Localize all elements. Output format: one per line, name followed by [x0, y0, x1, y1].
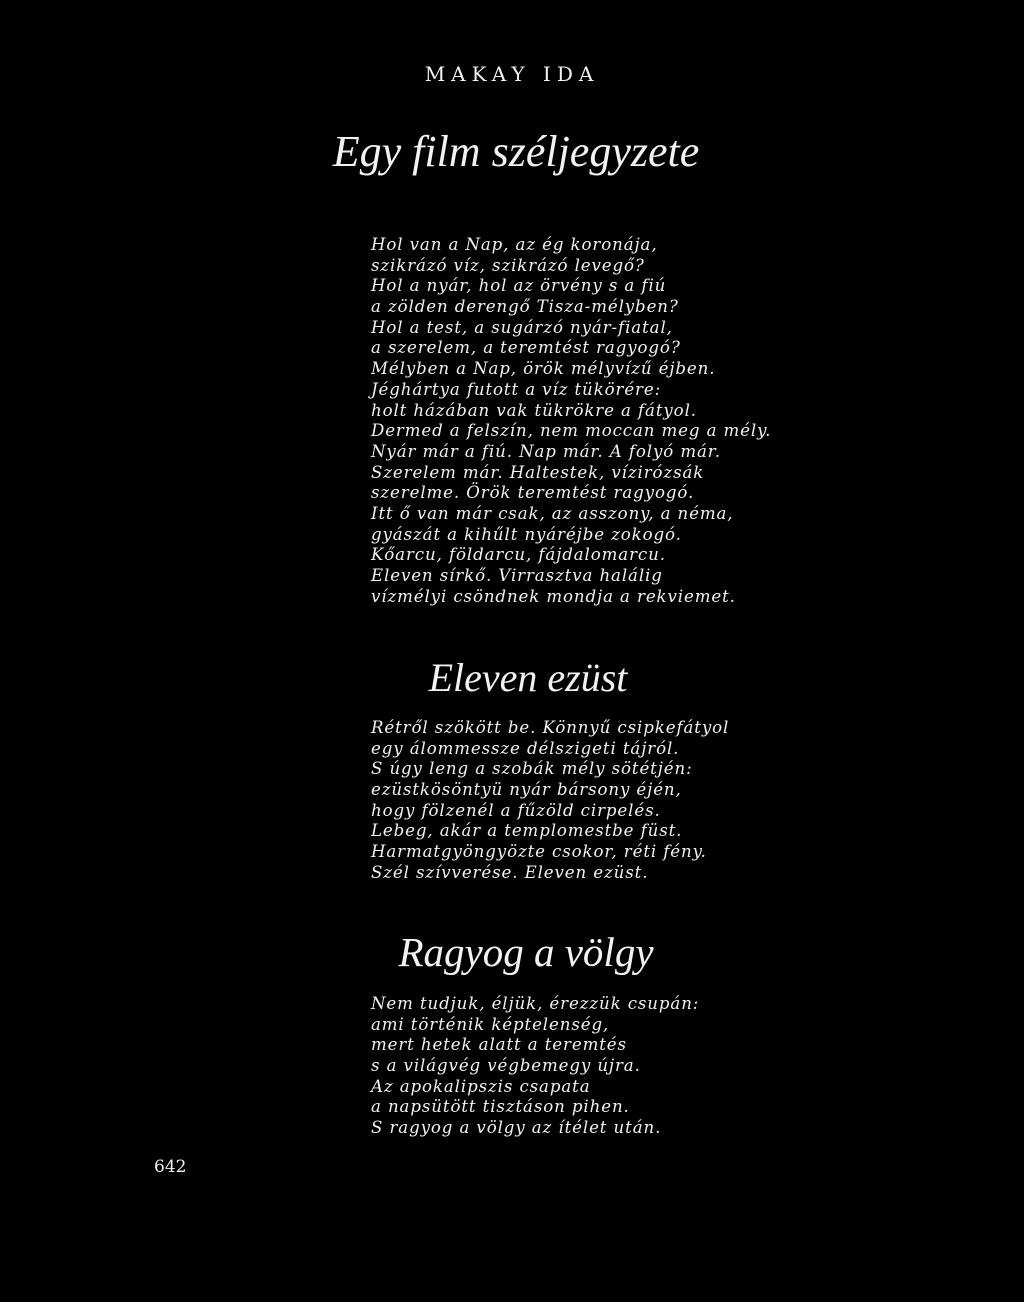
- poem-line: Kőarcu, földarcu, fájdalomarcu.: [371, 545, 666, 565]
- poem-line: Itt ő van már csak, az asszony, a néma,: [371, 503, 734, 523]
- poem-line: szikrázó víz, szikrázó levegő?: [371, 255, 645, 275]
- poem-line: egy álommessze délszigeti tájról.: [371, 738, 680, 758]
- poem-line: Nyár már a fiú. Nap már. A folyó már.: [371, 441, 721, 461]
- page-number: 642: [154, 1157, 187, 1177]
- poem-line: Dermed a felszín, nem moccan meg a mély.: [371, 421, 772, 441]
- poem-body-ragyog-a-volgy: [371, 994, 699, 1139]
- poem-line: Harmatgyöngyözte csokor, réti fény.: [371, 842, 707, 862]
- poem-line: Jéghártya futott a víz tükörére:: [371, 379, 662, 399]
- poem-line: vízmélyi csöndnek mondja a rekviemet.: [371, 586, 736, 606]
- poem-line: Lebeg, akár a templomestbe füst.: [371, 821, 683, 841]
- poem-line: mert hetek alatt a teremtés: [371, 1035, 627, 1055]
- poem-line: a napsütött tisztáson pihen.: [371, 1097, 630, 1117]
- poem-line: S úgy leng a szobák mély sötétjén:: [371, 759, 693, 779]
- poem-line: holt házában vak tükrökre a fátyol.: [371, 400, 697, 420]
- poem-line: Az apokalipszis csapata: [371, 1076, 591, 1096]
- poem-line: Hol van a Nap, az ég koronája,: [371, 235, 658, 254]
- poem-title-eleven-ezust: Eleven ezüst: [428, 655, 628, 700]
- poem-line: S ragyog a völgy az ítélet után.: [371, 1118, 662, 1138]
- poem-line: Hol a test, a sugárzó nyár-fiatal,: [371, 317, 673, 337]
- poem-line: a zölden derengő Tisza-mélyben?: [371, 297, 679, 317]
- poem-line: Szerelem már. Haltestek, vízirózsák: [371, 462, 705, 482]
- poem-line: Hol a nyár, hol az örvény s a fiú: [371, 276, 667, 296]
- poem-line: gyászát a kihűlt nyáréjbe zokogó.: [371, 524, 682, 544]
- poem-line: hogy fölzenél a fűzöld cirpelés.: [371, 800, 661, 820]
- poem-line: ezüstkösöntyü nyár bársony éjén,: [371, 780, 682, 800]
- poem-line: Szél szívverése. Eleven ezüst.: [371, 862, 649, 882]
- poem-line: Nem tudjuk, éljük, érezzük csupán:: [371, 994, 700, 1013]
- poem-line: Rétről szökött be. Könnyű csipkefátyol: [371, 718, 730, 737]
- poem-line: ami történik képtelenség,: [371, 1014, 610, 1034]
- poem-line: Eleven sírkő. Virrasztva halálig: [371, 566, 663, 585]
- poem-title-egy-film: Egy film széljegyzete: [332, 127, 700, 176]
- poem-line: Mélyben a Nap, örök mélyvízű éjben.: [371, 359, 716, 379]
- author-name: MAKAY IDA: [424, 62, 600, 86]
- poem-body-egy-film: [371, 235, 771, 607]
- poem-body-eleven-ezust: [371, 718, 729, 884]
- poem-line: szerelme. Örök teremtést ragyogó.: [371, 483, 695, 503]
- poem-line: s a világvég végbemegy újra.: [371, 1056, 641, 1076]
- poem-title-ragyog-a-volgy: Ragyog a völgy: [398, 929, 654, 975]
- poem-line: a szerelem, a teremtést ragyogó?: [371, 338, 681, 358]
